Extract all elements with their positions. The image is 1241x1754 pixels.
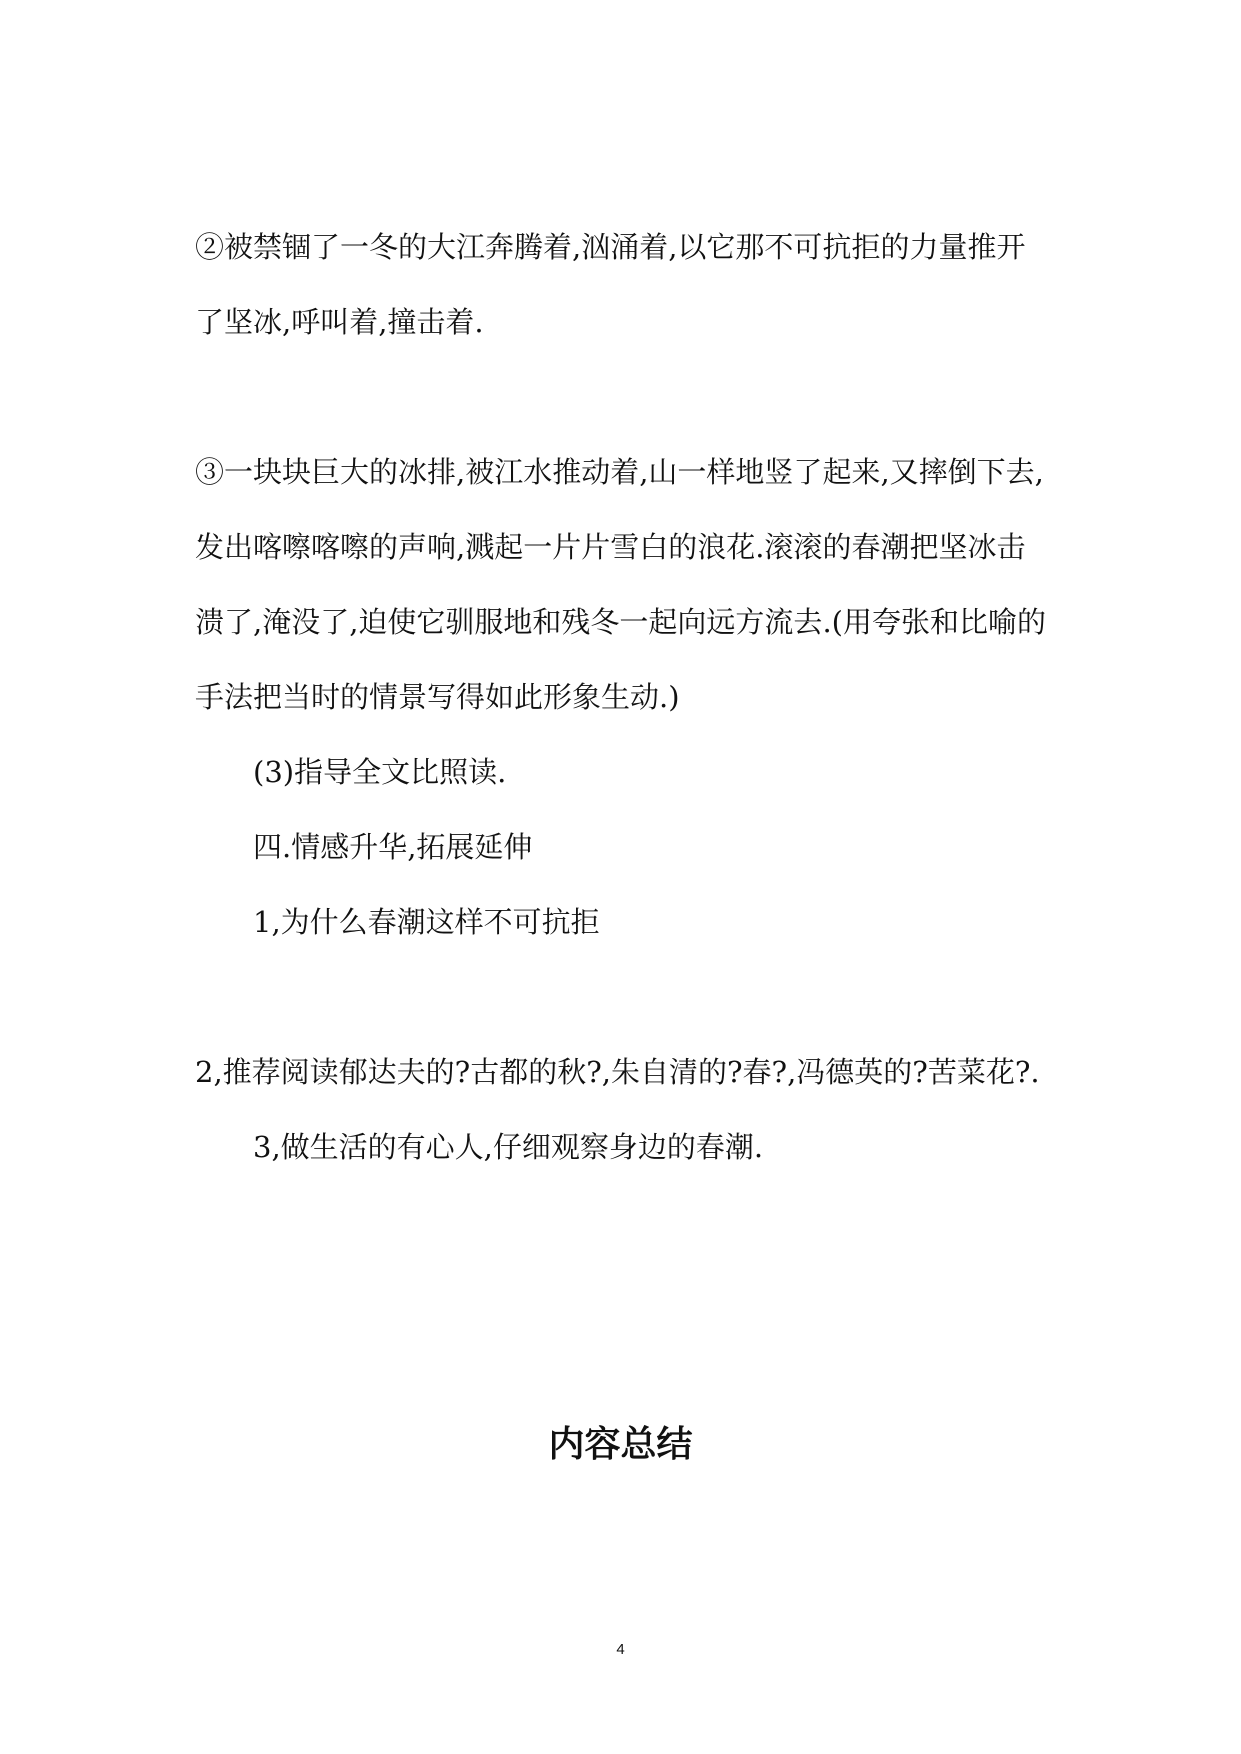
paragraph-line: 发出喀嚓喀嚓的声响,溅起一片片雪白的浪花.滚滚的春潮把坚冰击 [195, 530, 1026, 564]
paragraph-line: (3)指导全文比照读. [253, 755, 507, 789]
list-item: 3,做生活的有心人,仔细观察身边的春潮. [253, 1130, 764, 1164]
paragraph-line: 了坚冰,呼叫着,撞击着. [195, 305, 484, 339]
paragraph-line: ③一块块巨大的冰排,被江水推动着,山一样地竖了起来,又摔倒下去, [195, 455, 1044, 489]
summary-heading: 内容总结 [548, 1424, 693, 1465]
section-heading: 四.情感升华,拓展延伸 [253, 830, 533, 864]
list-item: 1,为什么春潮这样不可抗拒 [253, 905, 600, 939]
paragraph-line: ②被禁锢了一冬的大江奔腾着,汹涌着,以它那不可抗拒的力量推开 [195, 230, 1026, 264]
list-item: 2,推荐阅读郁达夫的?古都的秋?,朱自清的?春?,冯德英的?苦菜花?. [195, 1055, 1040, 1089]
paragraph-line: 手法把当时的情景写得如此形象生动.) [195, 680, 680, 714]
paragraph-line: 溃了,淹没了,迫使它驯服地和残冬一起向远方流去.(用夸张和比喻的 [195, 605, 1046, 639]
page-number: 4 [616, 1641, 625, 1658]
